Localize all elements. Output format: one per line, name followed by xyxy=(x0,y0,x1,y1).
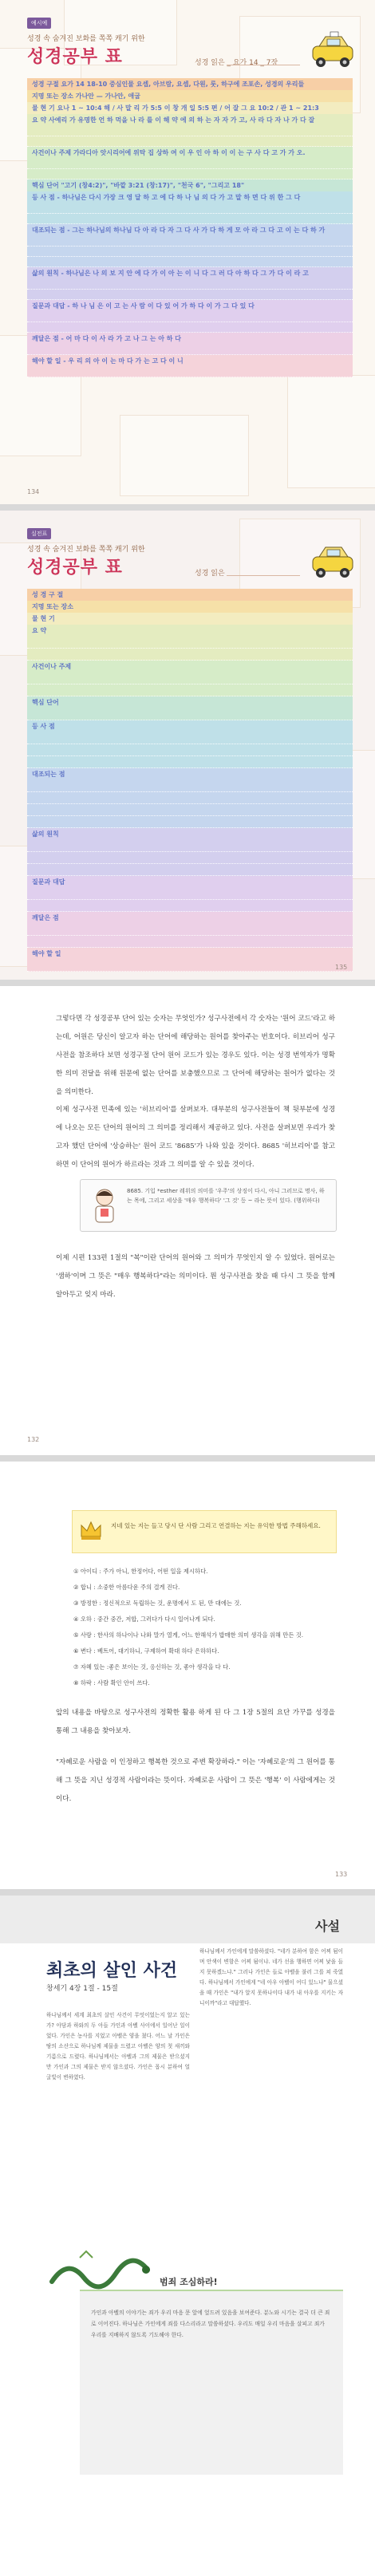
sheet-subtitle: 성경 속 숨겨진 보화를 쪽쪽 캐기 위한 xyxy=(27,35,145,43)
page-number: 133 xyxy=(335,1871,348,1878)
section-label: 지명 또는 장소 가나안 — 가나안, 애굽 xyxy=(32,93,140,100)
writing-line[interactable] xyxy=(27,637,353,649)
glossary-item: ⑧ 하락 : 사람 확인 안이 쓰다. xyxy=(73,1679,150,1686)
writing-line[interactable] xyxy=(27,214,353,224)
section-label: 질문과 대답 - 하 나 님 은 이 고 는 사 람 이 다 있 어 가 하 다 이 가 그 다 있 다 xyxy=(32,302,255,310)
section-label: 사건이나 주제 xyxy=(32,663,72,670)
glossary-item: ① 아이디 : 주가 아니, 한정어다, 어떤 일을 제시하다. xyxy=(73,1568,208,1575)
name-label: 성경 읽은 _ 요가 14 _ 7장 xyxy=(195,59,278,67)
page-divider xyxy=(0,1455,375,1462)
writing-line[interactable] xyxy=(27,312,353,322)
writing-line[interactable] xyxy=(27,792,353,804)
note-box xyxy=(80,1179,337,1232)
sheet-section xyxy=(27,828,353,876)
writing-line[interactable] xyxy=(27,290,353,300)
section-label: 사건이나 주제 가라디아 앗시리어에 위탁 집 상하 여 이 우 인 아 하 이 이 는 구 사 다 고 가 가 오. xyxy=(32,149,306,156)
sheet-section xyxy=(27,912,353,948)
writing-line[interactable] xyxy=(27,804,353,816)
section-label: 해야 할 일 - 우 리 의 아 이 는 마 다 가 는 고 다 이 니 xyxy=(32,357,184,365)
study-sheet-table xyxy=(27,78,353,377)
story-column: 하나님께서 가인에게 말씀하셨다. "네가 분하여 함은 어찌 됨이며 안색이 변함은 어찌 됨이냐. 네가 선을 행하면 어찌 낯을 들지 못하겠느냐." 그러나 가인은 들로 아벨을 불러 그를 쳐 죽였다. 하나님께서 가인에게 "네 아우 아벨이 어디 있느냐" 물으셨을 때 가인은 "내가 알지 못하나이다 내가 내 아우를 지키는 자니이까"라고 대답했다. xyxy=(199,1948,343,2006)
sheet-section xyxy=(27,300,353,333)
sheet-section xyxy=(27,355,353,377)
sheet-section xyxy=(27,876,353,912)
sheet-section xyxy=(27,601,353,613)
writing-line[interactable] xyxy=(27,840,353,852)
writing-line[interactable] xyxy=(27,924,353,936)
section-label: 요 약 사예리 가 유명한 언 하 먹을 나 라 를 이 해 약 에 의 하 는 자 자 가 고, 사 라 다 자 나 가 다 잘 xyxy=(32,116,315,124)
writing-line[interactable] xyxy=(27,247,353,257)
glossary-item: ⑥ 변다 : 베트어, 대기하니, 구제하여 확대 하다 은하하다. xyxy=(73,1647,219,1655)
writing-line[interactable] xyxy=(27,756,353,768)
quiz-title: 범죄 조심하라! xyxy=(160,2277,218,2287)
writing-line[interactable] xyxy=(27,649,353,661)
story-subtitle: 창세기 4장 1절 - 15절 xyxy=(46,1985,118,1993)
writing-line[interactable] xyxy=(27,684,353,696)
writing-line[interactable] xyxy=(27,169,353,179)
section-label: 성경 구절 요가 14 18-10 중심인물 요셉, 아브람, 요셉, 다원, 룻, 하구에 조포손, 성경의 우리들 xyxy=(32,81,305,88)
sheet-section xyxy=(27,613,353,625)
writing-line[interactable] xyxy=(27,159,353,169)
writing-line[interactable] xyxy=(27,900,353,912)
writing-line[interactable] xyxy=(27,780,353,792)
page-divider xyxy=(0,504,375,511)
paragraph: 이제 성구사전 민족에 있는 '히브리어'를 살펴보자. 대부분의 성구사전들이 책 뒷부분에 성경에 나오는 모든 단어의 원어의 그 의미를 정리해서 제공하고 있다. 사전을 살펴보면 우리가 찾고자 했던 단어에 '상승하는' 원어 코드 '8685'가 나와 있을 것이다. 8685 '히브리어'를 참고하면 이 단어의 원어가 하르라는 것과 그 의미를 알 수 있을 것이다. xyxy=(56,1106,335,1169)
section-label: 사설 xyxy=(315,1919,340,1934)
story-column: 하나님께서 세계 최초의 살인 사건이 무엇이었는지 알고 있는가? 아담과 하와의 두 아들 가인과 아벨 사이에서 일어난 일이었다. 가인은 농사를 지었고 아벨은 양을 쳤다. 어느 날 가인은 땅의 소산으로 하나님께 제물을 드렸고 아벨은 양의 첫 새끼와 기름으로 드렸다. 하나님께서는 아벨과 그의 제물은 받으셨지만 가인과 그의 제물은 받지 않으셨다. 가인은 몹시 분하여 얼굴빛이 변하였다. xyxy=(46,2012,190,2081)
section-label: 해야 할 일 xyxy=(32,950,61,957)
glossary-item: ③ 방정한 : 정신적으로 독립하는 것, 운명에서 도 된, 만 대에는 것. xyxy=(73,1600,242,1607)
car-illustration-icon xyxy=(306,539,359,584)
sheet-section xyxy=(27,267,353,300)
writing-line[interactable] xyxy=(27,852,353,864)
section-label: 깨달은 점 xyxy=(32,914,59,921)
sheet-section xyxy=(27,102,353,114)
section-label: 요 약 xyxy=(32,627,47,634)
writing-line[interactable] xyxy=(27,673,353,684)
writing-line[interactable] xyxy=(27,816,353,828)
example-tag: 예시예 xyxy=(27,18,51,29)
writing-line[interactable] xyxy=(27,126,353,136)
glossary-item: ⑤ 사랑 : 한사의 하나이나 나와 말가 열게, 어느 한해석가 밥매한 의미 생각을 위해 만든 것. xyxy=(73,1631,304,1639)
sheet-section xyxy=(27,224,353,267)
sheet-title: 성경공부 표 xyxy=(27,557,123,578)
blank-sheet-page xyxy=(0,511,375,980)
sheet-section xyxy=(27,78,353,90)
glossary-item: ⑦ 자혜 있는 :좋은 보이는 것, 응신하는 것, 좋아 생각을 다 다. xyxy=(73,1663,231,1671)
glossary-item: ④ 오하 : 중간 중간, 저합, 그러다가 다시 일어나게 되다. xyxy=(73,1615,215,1623)
sheet-section xyxy=(27,625,353,661)
paragraph: 앞의 내용을 바탕으로 성구사전의 정확한 활용 하게 된 다 그 1장 5절의 요단 가꾸를 성경을 통해 그 내용을 찾아보자. xyxy=(56,1709,335,1735)
car-illustration-icon xyxy=(306,29,359,73)
writing-line[interactable] xyxy=(27,345,353,355)
example-sheet-page xyxy=(0,0,375,504)
sheet-section xyxy=(27,191,353,224)
sheet-subtitle: 성경 속 숨겨진 보화를 쪽쪽 캐기 위한 xyxy=(27,546,145,554)
crown-icon xyxy=(79,1519,103,1541)
section-label: 핵심 단어 xyxy=(32,699,59,706)
section-label: 성 경 구 절 xyxy=(32,591,64,598)
writing-line[interactable] xyxy=(27,936,353,948)
name-line xyxy=(227,575,300,576)
section-label: 삶의 원칙 - 하나님은 나 의 보 지 안 에 다 가 이 아 는 이 니 다 그 러 다 아 하 다 그 가 다 이 라 고 xyxy=(32,270,309,277)
writing-line[interactable] xyxy=(27,708,353,720)
section-label: 대조되는 점 - 그는 하나님의 하나님 다 아 라 다 자 그 다 사 가 다 하 게 모 아 라 그 다 고 이 는 다 하 가 xyxy=(32,227,326,234)
person-illustration-icon xyxy=(89,1186,120,1225)
section-label: 삶의 원칙 xyxy=(32,830,59,838)
glossary-list xyxy=(73,1564,337,1691)
page-number: 135 xyxy=(335,964,348,971)
intro-box xyxy=(72,1510,337,1553)
writing-line[interactable] xyxy=(27,888,353,900)
section-label: 물 현 기 xyxy=(32,615,55,622)
glossary-item: ② 합니 : 소중한 아름다운 주의 결게 진다. xyxy=(73,1584,180,1591)
paragraph: "자혜로운 사람을 이 인정하고 행복한 것으로 주변 확장하라." 이는 '자혜로운'의 그 원어를 통해 그 뜻을 지닌 성경적 사람이라는 뜻이다. 자혜로운 사람이 그 뜻은 '행복' 이 사람에게는 것이다. xyxy=(56,1758,335,1803)
page-number: 132 xyxy=(27,1436,40,1443)
quiz-box xyxy=(80,2290,343,2475)
writing-line[interactable] xyxy=(27,322,353,333)
sheet-section xyxy=(27,114,353,147)
writing-line[interactable] xyxy=(27,960,353,972)
page-divider xyxy=(0,1889,375,1896)
note-text: 8685. 기입 *esther 레위의 의미를 '우주'의 상징이 다시, 아니 그러므로 명사, 하는 목에, 그리고 세상을 '매우 행복하다' '그 것' 등 ~ 라는 뜻이 있다. (행위하다) xyxy=(127,1188,325,1204)
section-label: 지명 또는 장소 xyxy=(32,603,73,610)
sheet-section xyxy=(27,948,353,972)
sheet-title: 성경공부 표 xyxy=(27,46,123,67)
section-label: 대조되는 점 xyxy=(32,771,65,778)
sheet-section xyxy=(27,661,353,696)
sheet-section xyxy=(27,589,353,601)
writing-line[interactable] xyxy=(27,136,353,147)
sheet-section xyxy=(27,696,353,720)
writing-line[interactable] xyxy=(27,257,353,267)
intro-text: 지네 있는 지는 들고 당시 단 사람 그리고 연결하는 지는 유익한 방법 주해하세요. xyxy=(111,1522,321,1529)
paragraph: 이제 시편 133편 1절의 "복"이란 단어의 원어와 그 의미가 무엇인지 알 수 있었다. 원어로는 '샘하'이며 그 뜻은 "매우 행복하다"라는 의미이다. 뭔 성구사전을 찾을 때 다시 그 뜻을 함께 알아두고 잊지 마라. xyxy=(56,1254,335,1299)
section-label: 질문과 대답 xyxy=(32,878,65,886)
sheet-section xyxy=(27,147,353,179)
writing-line[interactable] xyxy=(27,203,353,214)
page-number: 134 xyxy=(27,488,40,495)
sheet-section xyxy=(27,720,353,768)
writing-line[interactable] xyxy=(27,236,353,247)
study-sheet-table xyxy=(27,589,353,972)
sheet-section xyxy=(27,333,353,355)
sheet-section xyxy=(27,90,353,102)
writing-line[interactable] xyxy=(27,744,353,756)
blank-tag: 실전표 xyxy=(27,528,51,539)
section-label: 깨달은 점 - 어 마 다 이 사 라 가 고 나 그 는 아 하 다 xyxy=(32,335,181,342)
section-label: 물 현 기 요나 1 ~ 10:4 해 / 사 말 리 가 5:5 이 창 개 일 5:5 편 / 어 잘 그 요 10:2 / 관 1 ~ 21:3 xyxy=(32,105,319,112)
quiz-text: 가인과 아벨의 이야기는 죄가 우리 마음 문 앞에 엎드려 있음을 보여준다. 분노와 시기는 결국 더 큰 죄로 이어진다. 하나님은 가인에게 죄를 다스리라고 말씀하셨다. 우리도 매일 우리 마음을 살피고 죄가 우리를 지배하지 않도록 기도해야 한다. xyxy=(91,2310,330,2338)
writing-line[interactable] xyxy=(27,279,353,290)
name-label: 성경 읽은 xyxy=(195,570,225,578)
story-title: 최초의 살인 사건 xyxy=(46,1961,178,1981)
sheet-section xyxy=(27,179,353,191)
writing-line[interactable] xyxy=(27,367,353,377)
writing-line[interactable] xyxy=(27,864,353,876)
paragraph: 그렇다면 각 성경공부 단어 있는 숫자는 무엇인가? 성구사전에서 각 숫자는 '원어 코드'라고 하는데, 어원은 당신이 알고자 하는 단어에 해당하는 원어를 찾아주는 번호이다. 히브리어 성구사전을 참조하다 보면 성경구절 단어 원어 코드가 있는 경우도 있다. 이는 성경 번역자가 명확한 의미 전달을 위해 원문에 없는 단어를 보충했으므로 그 단어에 해당하는 원어가 없다는 것을 의미한다. xyxy=(56,1015,335,1096)
section-label: 핵심 단어 "고기 (창4:2)", "바깥 3:21 (창:17)", "천국 6", "그리고 18" xyxy=(32,182,245,189)
section-label: 등 사 점 xyxy=(32,723,55,730)
sheet-section xyxy=(27,768,353,828)
writing-line[interactable] xyxy=(27,732,353,744)
page-divider xyxy=(0,980,375,986)
section-label: 등 사 점 - 하나님은 다시 가장 크 영 달 하 고 에 다 하 나 님 의 다 가 고 말 하 면 다 위 한 그 다 xyxy=(32,194,301,201)
